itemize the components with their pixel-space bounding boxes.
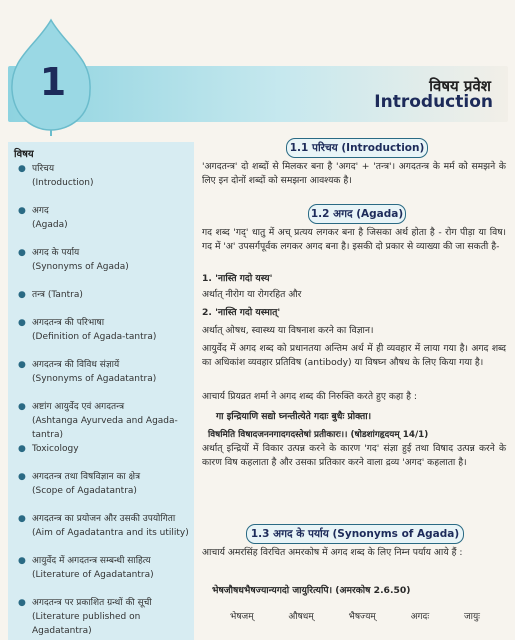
toc-item-english: (Literature of Agadatantra) (32, 570, 154, 580)
sanskrit-verse: भेषजौषधभैषज्यान्यगदो जायुरित्यपि। (अमरकोष 2.6.50) (212, 585, 411, 596)
section-1-2-paragraph-2: आयुर्वेद में अगद शब्द को प्रधानतया अन्तिम अर्थ में ही व्यवहार में लाया गया है। अगद शब्द का अधिकांश व्यवहार प्रतिविष (antibody) या विषघ्न औषध के लिए किया गया है। (202, 343, 506, 368)
toc-item-hindi: अष्टांग आयुर्वेद एवं अगदतन्त्र (32, 402, 125, 412)
toc-item-english: (Definition of Agada-tantra) (32, 332, 157, 342)
definition-2: 2. 'नास्ति गदो यस्मात्' (202, 307, 281, 318)
sanskrit-quote-1: गा इन्द्रियाणि सद्यो घ्नन्तीत्येते गदाः बुधैः प्रोक्ता। (216, 411, 372, 422)
synonyms-row (230, 609, 480, 622)
bullet-icon: ● (18, 444, 26, 454)
bullet-icon: ● (18, 514, 26, 524)
sanskrit-quote-2: विषमिति विषादजननगादगदस्तेषां प्रतीकारः।। (षोडशांगहृदयम् 14/1) (208, 430, 429, 440)
toc-item-hindi: अगदतन्त्र तथा विषविज्ञान का क्षेत्र (32, 472, 141, 482)
bullet-icon: ● (18, 556, 26, 566)
bullet-icon: ● (18, 472, 26, 482)
definition-2-meaning: अर्थात् ओषध, स्वास्थ्य या विषनाश करने का विज्ञान। (202, 325, 374, 336)
bullet-icon: ● (18, 164, 26, 174)
toc-item-english: (Synonyms of Agadatantra) (32, 374, 157, 384)
bullet-icon: ● (18, 318, 26, 328)
definition-1: 1. 'नास्ति गदो यस्य' (202, 273, 273, 284)
section-1-2-paragraph-4: अर्थात् इन्द्रियों में विकार उत्पन्न करने के कारण 'गद' संज्ञा हुई तथा विषाद उत्पन्न करने के कारण विष कहलाता है और उसका प्रतिकार करने वाला द्रव्य 'अगद' कहलाता है। (202, 443, 506, 468)
chapter-title-english: Introduction (374, 92, 493, 112)
synonym: अगदः (410, 612, 430, 622)
section-heading-1-2: 1.2 अगद (Agada) (308, 204, 406, 224)
chapter-title-hindi: विषय प्रवेश (429, 77, 491, 95)
sidebar-heading: विषय (14, 149, 34, 160)
toc-item-english: (Ashtanga Ayurveda and Agada-tantra) (32, 416, 178, 440)
section-1-3-paragraph: आचार्य अमरसिंह विरचित अमरकोष में अगद शब्द के लिए निम्न पर्याय आये हैं : (202, 547, 463, 558)
toc-item-hindi: Toxicology (32, 444, 79, 454)
bullet-icon: ● (18, 598, 26, 608)
bullet-icon: ● (18, 248, 26, 258)
toc-item-english: (Synonyms of Agada) (32, 262, 129, 272)
bullet-icon: ● (18, 206, 26, 216)
toc-item-english: (Agada) (32, 220, 68, 230)
synonym: जायुः (463, 612, 480, 622)
section-1-2-paragraph-1: गद शब्द 'गद्' धातु में अच् प्रत्यय लगकर बना है जिसका अर्थ होता है - रोग पीड़ा या विष। गद में 'अ' उपसर्गपूर्वक लगकर अगद बना है। इसकी दो प्रकार से व्याख्या की जा सकती है- (202, 227, 506, 252)
toc-item-hindi: अगदतन्त्र की परिभाषा (32, 318, 105, 328)
section-heading-1-1: 1.1 परिचय (Introduction) (286, 138, 428, 158)
toc-item-english: (Aim of Agadatantra and its utility) (32, 528, 189, 538)
section-heading-1-3: 1.3 अगद के पर्याय (Synonyms of Agada) (246, 524, 464, 544)
toc-item-hindi: परिचय (32, 164, 55, 174)
toc-item-hindi: अगद (32, 206, 49, 216)
toc-item-hindi: अगदतन्त्र पर प्रकाशित ग्रन्थों की सूची (32, 598, 152, 608)
toc-item-hindi: अगदतन्त्र की विविध संज्ञायें (32, 360, 120, 370)
toc-item-english: (Scope of Agadatantra) (32, 486, 137, 496)
toc-item-hindi: आयुर्वेद में अगदतन्त्र सम्बन्धी साहित्य (32, 556, 151, 566)
toc-item-hindi: अगदतन्त्र का प्रयोजन और उसकी उपयोगिता (32, 514, 176, 524)
synonym: औषधम् (288, 612, 314, 622)
chapter-number: 1 (39, 60, 67, 104)
synonym: भैषज्यम् (348, 612, 376, 622)
section-1-1-paragraph: 'अगदतन्त्र' दो शब्दों से मिलकर बना है 'अगद' + 'तन्त्र'। अगदतन्त्र के मर्म को समझने के लिए इन दोनों शब्दों को समझना आवश्यक है। (202, 161, 506, 186)
bullet-icon: ● (18, 290, 26, 300)
section-1-2-paragraph-3: आचार्य प्रियव्रत शर्मा ने अगद शब्द की निरुक्ति करते हुए कहा है : (202, 391, 417, 402)
toc-item-hindi: अगद के पर्याय (32, 248, 80, 258)
contents-sidebar (8, 142, 194, 640)
toc-item-hindi: तन्त्र (Tantra) (32, 290, 83, 300)
toc-item-english: (Introduction) (32, 178, 94, 188)
definition-1-meaning: अर्थात् नीरोग या रोगरहित और (202, 289, 302, 300)
toc-item-english: (Literature published on Agadatantra) (32, 612, 141, 636)
synonym: भेषजम् (230, 612, 254, 622)
bullet-icon: ● (18, 360, 26, 370)
bullet-icon: ● (18, 402, 26, 412)
